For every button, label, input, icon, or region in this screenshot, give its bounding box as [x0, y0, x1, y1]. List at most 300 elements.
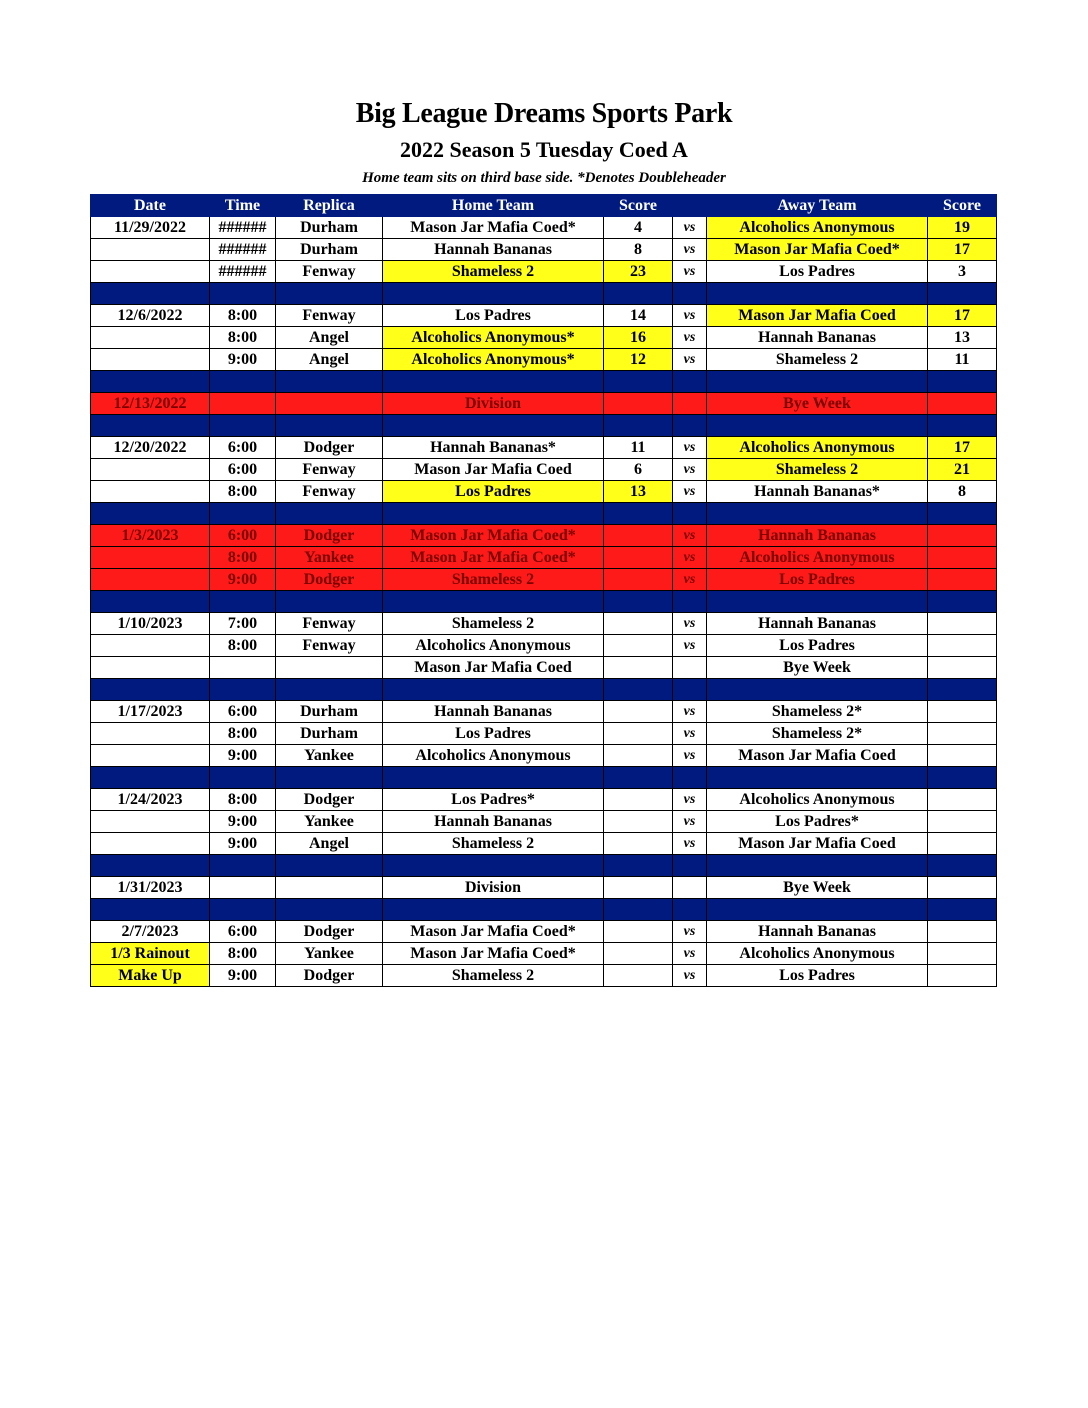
separator-cell	[91, 767, 210, 789]
cell-vs: vs	[673, 789, 707, 811]
cell-vs: vs	[673, 745, 707, 767]
cell-vs: vs	[673, 525, 707, 547]
game-row	[91, 745, 997, 767]
cell-vs: vs	[673, 217, 707, 239]
cell-replica: Durham	[276, 701, 383, 723]
cell-time: 6:00	[210, 701, 276, 723]
cell-home-team: Alcoholics Anonymous	[383, 745, 604, 767]
game-row	[91, 701, 997, 723]
cell-home-score	[604, 745, 673, 767]
cell-away-score	[928, 965, 997, 987]
cell-home-score: 8	[604, 239, 673, 261]
cell-time: 8:00	[210, 943, 276, 965]
cell-away-team: Los Padres	[707, 569, 928, 591]
game-row	[91, 811, 997, 833]
cell-home-team: Mason Jar Mafia Coed*	[383, 217, 604, 239]
cell-home-score: 23	[604, 261, 673, 283]
cell-home-score	[604, 965, 673, 987]
cell-away-team: Alcoholics Anonymous	[707, 217, 928, 239]
separator-cell	[604, 855, 673, 877]
cell-replica: Yankee	[276, 745, 383, 767]
separator-cell	[91, 503, 210, 525]
cell-date: 1/10/2023	[91, 613, 210, 635]
cell-home-score	[604, 877, 673, 899]
separator-cell	[604, 371, 673, 393]
cell-home-score	[604, 789, 673, 811]
cell-away-score: 3	[928, 261, 997, 283]
cell-home-score: 16	[604, 327, 673, 349]
cell-date: 1/24/2023	[91, 789, 210, 811]
cell-away-score: 17	[928, 305, 997, 327]
cell-replica: Dodger	[276, 525, 383, 547]
cell-time: 8:00	[210, 789, 276, 811]
cell-away-team: Alcoholics Anonymous	[707, 789, 928, 811]
cell-replica: Dodger	[276, 965, 383, 987]
cell-date	[91, 811, 210, 833]
cell-home-score	[604, 657, 673, 679]
separator-cell	[383, 899, 604, 921]
cell-home-team: Alcoholics Anonymous*	[383, 349, 604, 371]
week-separator-row	[91, 415, 997, 437]
separator-cell	[276, 283, 383, 305]
cell-replica: Angel	[276, 833, 383, 855]
cell-away-score	[928, 657, 997, 679]
game-row	[91, 305, 997, 327]
cell-home-team: Shameless 2	[383, 965, 604, 987]
cell-vs	[673, 877, 707, 899]
separator-cell	[383, 371, 604, 393]
header-time: Time	[210, 195, 276, 217]
cell-home-team: Shameless 2	[383, 569, 604, 591]
cell-replica: Dodger	[276, 789, 383, 811]
schedule-table	[90, 194, 997, 987]
cell-home-team: Division	[383, 393, 604, 415]
cell-time: ######	[210, 261, 276, 283]
cell-time: 8:00	[210, 635, 276, 657]
separator-cell	[210, 503, 276, 525]
cell-away-score	[928, 635, 997, 657]
cell-replica: Yankee	[276, 547, 383, 569]
week-separator-row	[91, 283, 997, 305]
separator-cell	[604, 591, 673, 613]
separator-cell	[383, 591, 604, 613]
separator-cell	[707, 855, 928, 877]
cell-away-score: 21	[928, 459, 997, 481]
cell-date	[91, 723, 210, 745]
cell-away-team: Mason Jar Mafia Coed*	[707, 239, 928, 261]
separator-cell	[210, 679, 276, 701]
cancelled-game-row	[91, 525, 997, 547]
cell-home-team: Hannah Bananas	[383, 701, 604, 723]
cell-home-score	[604, 701, 673, 723]
separator-cell	[673, 591, 707, 613]
game-row	[91, 943, 997, 965]
separator-cell	[276, 591, 383, 613]
separator-cell	[673, 899, 707, 921]
game-row	[91, 613, 997, 635]
separator-cell	[707, 283, 928, 305]
separator-cell	[604, 283, 673, 305]
separator-cell	[383, 415, 604, 437]
week-separator-row	[91, 591, 997, 613]
cell-home-team: Mason Jar Mafia Coed*	[383, 943, 604, 965]
cell-away-team: Los Padres	[707, 965, 928, 987]
separator-cell	[383, 855, 604, 877]
cell-away-team: Alcoholics Anonymous	[707, 547, 928, 569]
cell-away-score: 11	[928, 349, 997, 371]
cell-away-score	[928, 393, 997, 415]
separator-cell	[91, 899, 210, 921]
cell-vs: vs	[673, 481, 707, 503]
cell-time: 9:00	[210, 349, 276, 371]
game-row	[91, 437, 997, 459]
cell-home-score: 14	[604, 305, 673, 327]
cell-replica: Fenway	[276, 635, 383, 657]
cell-vs: vs	[673, 921, 707, 943]
cell-home-score: 6	[604, 459, 673, 481]
separator-cell	[928, 855, 997, 877]
separator-cell	[673, 283, 707, 305]
cell-vs	[673, 657, 707, 679]
cell-date: 1/3 Rainout	[91, 943, 210, 965]
game-row	[91, 349, 997, 371]
cell-date	[91, 833, 210, 855]
cell-replica	[276, 657, 383, 679]
cell-away-score: 13	[928, 327, 997, 349]
home-team-note: Home team sits on third base side. *Denotes Doubleheader	[362, 170, 726, 186]
cell-away-team: Bye Week	[707, 877, 928, 899]
separator-cell	[276, 767, 383, 789]
cell-away-team: Shameless 2*	[707, 701, 928, 723]
cell-date: 12/6/2022	[91, 305, 210, 327]
cell-time: 9:00	[210, 745, 276, 767]
cell-replica: Yankee	[276, 811, 383, 833]
cell-time: 8:00	[210, 481, 276, 503]
cell-home-team: Shameless 2	[383, 833, 604, 855]
separator-cell	[276, 899, 383, 921]
week-separator-row	[91, 503, 997, 525]
separator-cell	[383, 767, 604, 789]
cell-date	[91, 349, 210, 371]
cell-date: Make Up	[91, 965, 210, 987]
cell-date	[91, 547, 210, 569]
cell-time: 6:00	[210, 437, 276, 459]
separator-cell	[707, 503, 928, 525]
cell-away-score: 17	[928, 239, 997, 261]
separator-cell	[673, 415, 707, 437]
cell-home-score	[604, 547, 673, 569]
cell-home-team: Alcoholics Anonymous	[383, 635, 604, 657]
cell-away-team: Bye Week	[707, 657, 928, 679]
separator-cell	[604, 415, 673, 437]
cell-vs: vs	[673, 723, 707, 745]
separator-cell	[604, 503, 673, 525]
separator-cell	[210, 767, 276, 789]
cell-time: 8:00	[210, 723, 276, 745]
separator-cell	[210, 899, 276, 921]
cell-home-team: Mason Jar Mafia Coed	[383, 459, 604, 481]
cell-home-score	[604, 613, 673, 635]
game-row	[91, 833, 997, 855]
cell-replica: Dodger	[276, 437, 383, 459]
cell-replica	[276, 393, 383, 415]
separator-cell	[91, 679, 210, 701]
separator-cell	[383, 503, 604, 525]
cell-home-team: Los Padres*	[383, 789, 604, 811]
separator-cell	[210, 855, 276, 877]
separator-cell	[91, 415, 210, 437]
cell-away-score	[928, 569, 997, 591]
cell-vs: vs	[673, 437, 707, 459]
cell-replica	[276, 877, 383, 899]
cell-date: 1/31/2023	[91, 877, 210, 899]
cell-time: 9:00	[210, 569, 276, 591]
cell-away-team: Shameless 2	[707, 459, 928, 481]
cell-time	[210, 657, 276, 679]
week-separator-row	[91, 855, 997, 877]
cell-date	[91, 635, 210, 657]
cell-away-team: Hannah Bananas	[707, 921, 928, 943]
cell-home-score	[604, 393, 673, 415]
game-row	[91, 459, 997, 481]
cell-vs: vs	[673, 569, 707, 591]
game-row	[91, 481, 997, 503]
cell-away-team: Hannah Bananas	[707, 327, 928, 349]
game-row	[91, 635, 997, 657]
cell-time: 8:00	[210, 327, 276, 349]
separator-cell	[276, 679, 383, 701]
cell-replica: Durham	[276, 723, 383, 745]
cell-away-team: Hannah Bananas	[707, 525, 928, 547]
game-row	[91, 239, 997, 261]
cell-away-team: Mason Jar Mafia Coed	[707, 745, 928, 767]
cell-date: 1/3/2023	[91, 525, 210, 547]
separator-cell	[673, 679, 707, 701]
cell-date	[91, 481, 210, 503]
cell-away-score	[928, 833, 997, 855]
cell-home-team: Hannah Bananas	[383, 811, 604, 833]
season-subtitle: 2022 Season 5 Tuesday Coed A	[400, 137, 688, 162]
cell-away-team: Bye Week	[707, 393, 928, 415]
cell-replica: Angel	[276, 327, 383, 349]
separator-cell	[928, 503, 997, 525]
cell-time: 6:00	[210, 525, 276, 547]
separator-cell	[276, 371, 383, 393]
cell-away-team: Alcoholics Anonymous	[707, 943, 928, 965]
separator-cell	[928, 591, 997, 613]
separator-cell	[91, 855, 210, 877]
cell-replica: Dodger	[276, 921, 383, 943]
cell-away-score	[928, 745, 997, 767]
game-row	[91, 261, 997, 283]
week-separator-row	[91, 899, 997, 921]
header-home-team: Home Team	[383, 195, 604, 217]
cell-time: 6:00	[210, 921, 276, 943]
separator-cell	[673, 855, 707, 877]
cell-replica: Fenway	[276, 305, 383, 327]
schedule-body	[91, 217, 997, 987]
game-row	[91, 877, 997, 899]
separator-cell	[928, 415, 997, 437]
cell-time: 9:00	[210, 833, 276, 855]
cell-time: ######	[210, 239, 276, 261]
cell-replica: Durham	[276, 239, 383, 261]
cell-date	[91, 261, 210, 283]
separator-cell	[707, 371, 928, 393]
cell-home-team: Los Padres	[383, 723, 604, 745]
cell-away-score	[928, 877, 997, 899]
separator-cell	[707, 767, 928, 789]
cell-away-team: Los Padres	[707, 261, 928, 283]
cell-vs: vs	[673, 811, 707, 833]
cancelled-game-row	[91, 569, 997, 591]
game-row	[91, 965, 997, 987]
cell-away-score	[928, 525, 997, 547]
separator-cell	[604, 679, 673, 701]
separator-cell	[604, 767, 673, 789]
separator-cell	[383, 679, 604, 701]
separator-cell	[928, 283, 997, 305]
cell-vs	[673, 393, 707, 415]
game-row	[91, 217, 997, 239]
separator-cell	[928, 899, 997, 921]
cell-vs: vs	[673, 349, 707, 371]
separator-cell	[928, 371, 997, 393]
page-title: Big League Dreams Sports Park	[355, 98, 733, 129]
cell-time: 6:00	[210, 459, 276, 481]
cell-away-score	[928, 943, 997, 965]
cell-replica: Fenway	[276, 261, 383, 283]
cell-away-score	[928, 547, 997, 569]
cell-date	[91, 327, 210, 349]
cell-replica: Fenway	[276, 481, 383, 503]
cell-vs: vs	[673, 613, 707, 635]
separator-cell	[604, 899, 673, 921]
cell-replica: Fenway	[276, 613, 383, 635]
cell-home-team: Mason Jar Mafia Coed*	[383, 525, 604, 547]
cell-home-score	[604, 833, 673, 855]
cell-home-team: Hannah Bananas*	[383, 437, 604, 459]
cell-away-score: 17	[928, 437, 997, 459]
header-vs	[673, 195, 707, 217]
cell-home-team: Mason Jar Mafia Coed	[383, 657, 604, 679]
cell-home-score	[604, 569, 673, 591]
cell-home-score	[604, 943, 673, 965]
separator-cell	[210, 591, 276, 613]
cell-home-score: 4	[604, 217, 673, 239]
cell-home-score	[604, 921, 673, 943]
cell-date: 12/13/2022	[91, 393, 210, 415]
cell-away-score	[928, 701, 997, 723]
cell-away-score	[928, 723, 997, 745]
cell-home-score: 13	[604, 481, 673, 503]
cell-home-team: Hannah Bananas	[383, 239, 604, 261]
cell-home-score	[604, 525, 673, 547]
cell-home-score	[604, 723, 673, 745]
separator-cell	[673, 371, 707, 393]
header-away-team: Away Team	[707, 195, 928, 217]
separator-cell	[707, 591, 928, 613]
header-date: Date	[91, 195, 210, 217]
cell-date	[91, 569, 210, 591]
game-row	[91, 327, 997, 349]
cell-home-score: 11	[604, 437, 673, 459]
game-row	[91, 723, 997, 745]
cell-replica: Dodger	[276, 569, 383, 591]
separator-cell	[91, 283, 210, 305]
week-separator-row	[91, 371, 997, 393]
cell-vs: vs	[673, 547, 707, 569]
game-row	[91, 657, 997, 679]
week-separator-row	[91, 679, 997, 701]
cancelled-game-row	[91, 393, 997, 415]
separator-cell	[383, 283, 604, 305]
cell-vs: vs	[673, 305, 707, 327]
cell-home-score	[604, 635, 673, 657]
separator-cell	[707, 679, 928, 701]
cancelled-game-row	[91, 547, 997, 569]
cell-date	[91, 657, 210, 679]
cell-time: 9:00	[210, 965, 276, 987]
separator-cell	[707, 415, 928, 437]
cell-time	[210, 393, 276, 415]
cell-away-team: Los Padres	[707, 635, 928, 657]
cell-vs: vs	[673, 965, 707, 987]
cell-away-score: 8	[928, 481, 997, 503]
cell-vs: vs	[673, 459, 707, 481]
cell-time: 9:00	[210, 811, 276, 833]
separator-cell	[210, 371, 276, 393]
game-row	[91, 921, 997, 943]
cell-time	[210, 877, 276, 899]
cell-away-team: Hannah Bananas*	[707, 481, 928, 503]
header-replica: Replica	[276, 195, 383, 217]
cell-away-score: 19	[928, 217, 997, 239]
separator-cell	[928, 767, 997, 789]
cell-time: 7:00	[210, 613, 276, 635]
cell-time: ######	[210, 217, 276, 239]
cell-away-score	[928, 921, 997, 943]
cell-date: 1/17/2023	[91, 701, 210, 723]
cell-away-score	[928, 789, 997, 811]
cell-home-score	[604, 811, 673, 833]
cell-date: 2/7/2023	[91, 921, 210, 943]
separator-cell	[673, 503, 707, 525]
separator-cell	[91, 591, 210, 613]
separator-cell	[928, 679, 997, 701]
cell-vs: vs	[673, 943, 707, 965]
cell-vs: vs	[673, 833, 707, 855]
cell-away-score	[928, 811, 997, 833]
cell-vs: vs	[673, 261, 707, 283]
cell-replica: Fenway	[276, 459, 383, 481]
separator-cell	[91, 371, 210, 393]
separator-cell	[276, 855, 383, 877]
cell-home-team: Shameless 2	[383, 261, 604, 283]
header-row	[91, 195, 997, 217]
separator-cell	[210, 415, 276, 437]
cell-replica: Yankee	[276, 943, 383, 965]
cell-away-team: Los Padres*	[707, 811, 928, 833]
separator-cell	[707, 899, 928, 921]
cell-home-team: Los Padres	[383, 305, 604, 327]
cell-home-team: Division	[383, 877, 604, 899]
cell-date	[91, 745, 210, 767]
cell-time: 8:00	[210, 305, 276, 327]
cell-home-team: Mason Jar Mafia Coed*	[383, 921, 604, 943]
cell-date: 12/20/2022	[91, 437, 210, 459]
week-separator-row	[91, 767, 997, 789]
